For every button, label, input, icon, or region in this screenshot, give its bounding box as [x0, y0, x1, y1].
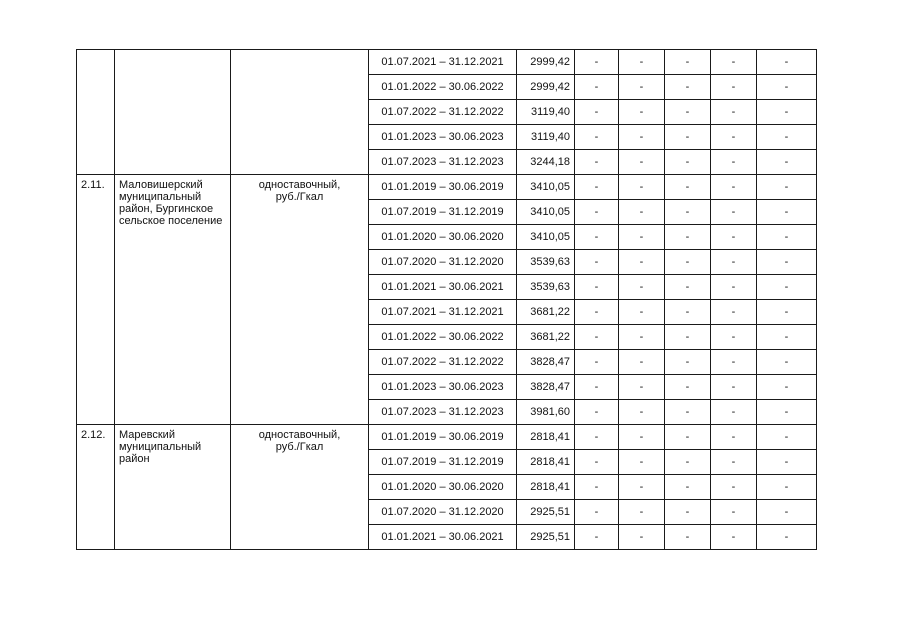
empty-value-cell: - — [619, 275, 665, 300]
empty-value-cell: - — [757, 350, 817, 375]
period-cell: 01.07.2020 – 31.12.2020 — [369, 500, 517, 525]
period-cell: 01.07.2021 – 31.12.2021 — [369, 300, 517, 325]
empty-value-cell: - — [619, 475, 665, 500]
tariff-unit-line: руб./Гкал — [275, 441, 324, 453]
empty-value-cell: - — [665, 400, 711, 425]
empty-value-cell: - — [665, 300, 711, 325]
empty-value-cell: - — [711, 200, 757, 225]
period-cell: 01.01.2023 – 30.06.2023 — [369, 375, 517, 400]
empty-value-cell: - — [757, 300, 817, 325]
tariff-table-body — [77, 50, 817, 550]
empty-value-cell: - — [619, 200, 665, 225]
empty-value-cell: - — [575, 75, 619, 100]
tariff-value-cell: 3539,63 — [517, 250, 575, 275]
period-cell: 01.07.2023 – 31.12.2023 — [369, 150, 517, 175]
empty-value-cell: - — [575, 250, 619, 275]
tariff-value-cell: 2818,41 — [517, 475, 575, 500]
empty-value-cell: - — [757, 175, 817, 200]
tariff-type-line: одноставочный, — [258, 179, 341, 191]
empty-value-cell: - — [619, 500, 665, 525]
empty-value-cell: - — [757, 275, 817, 300]
empty-value-cell: - — [619, 425, 665, 450]
tariff-value-cell: 2818,41 — [517, 425, 575, 450]
empty-value-cell: - — [711, 425, 757, 450]
empty-value-cell: - — [711, 150, 757, 175]
empty-value-cell: - — [711, 525, 757, 550]
empty-value-cell: - — [665, 50, 711, 75]
empty-value-cell: - — [711, 350, 757, 375]
empty-value-cell: - — [711, 100, 757, 125]
period-cell: 01.01.2023 – 30.06.2023 — [369, 125, 517, 150]
empty-value-cell: - — [575, 275, 619, 300]
period-cell: 01.07.2020 – 31.12.2020 — [369, 250, 517, 275]
empty-value-cell: - — [711, 300, 757, 325]
empty-value-cell: - — [711, 225, 757, 250]
empty-value-cell: - — [711, 275, 757, 300]
empty-value-cell: - — [665, 100, 711, 125]
empty-value-cell: - — [757, 100, 817, 125]
period-cell: 01.07.2019 – 31.12.2019 — [369, 200, 517, 225]
empty-value-cell: - — [575, 500, 619, 525]
tariff-type — [231, 425, 369, 550]
empty-value-cell: - — [619, 225, 665, 250]
empty-value-cell: - — [711, 175, 757, 200]
empty-value-cell: - — [711, 475, 757, 500]
empty-value-cell: - — [619, 175, 665, 200]
empty-value-cell: - — [757, 250, 817, 275]
empty-value-cell: - — [757, 50, 817, 75]
empty-value-cell: - — [711, 375, 757, 400]
tariff-value-cell: 2999,42 — [517, 50, 575, 75]
tariff-value-cell: 3410,05 — [517, 175, 575, 200]
empty-value-cell: - — [757, 425, 817, 450]
tariff-value-cell: 3410,05 — [517, 225, 575, 250]
period-cell: 01.01.2020 – 30.06.2020 — [369, 225, 517, 250]
empty-value-cell: - — [757, 500, 817, 525]
empty-value-cell: - — [665, 225, 711, 250]
tariff-type — [231, 175, 369, 425]
empty-value-cell: - — [665, 425, 711, 450]
period-cell: 01.01.2019 – 30.06.2019 — [369, 425, 517, 450]
period-cell: 01.01.2020 – 30.06.2020 — [369, 475, 517, 500]
empty-value-cell: - — [575, 200, 619, 225]
tariff-value-cell: 3539,63 — [517, 275, 575, 300]
tariff-table — [76, 49, 817, 550]
empty-value-cell: - — [665, 200, 711, 225]
empty-value-cell: - — [575, 525, 619, 550]
municipality-name: Маревский муниципальный район — [115, 425, 231, 550]
empty-value-cell: - — [619, 150, 665, 175]
empty-value-cell: - — [757, 125, 817, 150]
empty-value-cell: - — [665, 75, 711, 100]
empty-value-cell: - — [757, 400, 817, 425]
empty-value-cell: - — [619, 125, 665, 150]
empty-value-cell: - — [575, 50, 619, 75]
tariff-value-cell: 3681,22 — [517, 325, 575, 350]
empty-value-cell: - — [757, 200, 817, 225]
empty-value-cell: - — [619, 450, 665, 475]
empty-value-cell: - — [757, 475, 817, 500]
tariff-value-cell: 3244,18 — [517, 150, 575, 175]
period-cell: 01.01.2022 – 30.06.2022 — [369, 75, 517, 100]
empty-value-cell: - — [665, 275, 711, 300]
tariff-value-cell: 2925,51 — [517, 525, 575, 550]
empty-value-cell: - — [665, 350, 711, 375]
period-cell: 01.01.2021 – 30.06.2021 — [369, 525, 517, 550]
empty-value-cell: - — [711, 400, 757, 425]
tariff-unit-line: руб./Гкал — [275, 191, 324, 203]
empty-value-cell: - — [575, 325, 619, 350]
period-cell: 01.01.2022 – 30.06.2022 — [369, 325, 517, 350]
period-cell: 01.07.2019 – 31.12.2019 — [369, 450, 517, 475]
municipality-name — [115, 50, 231, 175]
empty-value-cell: - — [619, 325, 665, 350]
empty-value-cell: - — [711, 125, 757, 150]
empty-value-cell: - — [665, 175, 711, 200]
empty-value-cell: - — [575, 400, 619, 425]
empty-value-cell: - — [575, 125, 619, 150]
empty-value-cell: - — [757, 150, 817, 175]
empty-value-cell: - — [757, 525, 817, 550]
municipality-name: Маловишерский муниципальный район, Бургинское сельское поселение — [115, 175, 231, 425]
empty-value-cell: - — [575, 450, 619, 475]
empty-value-cell: - — [619, 375, 665, 400]
empty-value-cell: - — [575, 475, 619, 500]
empty-value-cell: - — [665, 500, 711, 525]
period-cell: 01.01.2021 – 30.06.2021 — [369, 275, 517, 300]
empty-value-cell: - — [575, 100, 619, 125]
tariff-value-cell: 2999,42 — [517, 75, 575, 100]
period-cell: 01.07.2021 – 31.12.2021 — [369, 50, 517, 75]
empty-value-cell: - — [575, 150, 619, 175]
empty-value-cell: - — [619, 350, 665, 375]
empty-value-cell: - — [619, 400, 665, 425]
tariff-value-cell: 3828,47 — [517, 350, 575, 375]
empty-value-cell: - — [711, 500, 757, 525]
empty-value-cell: - — [665, 125, 711, 150]
empty-value-cell: - — [757, 75, 817, 100]
empty-value-cell: - — [619, 525, 665, 550]
empty-value-cell: - — [575, 350, 619, 375]
empty-value-cell: - — [619, 75, 665, 100]
period-cell: 01.07.2022 – 31.12.2022 — [369, 100, 517, 125]
empty-value-cell: - — [665, 375, 711, 400]
empty-value-cell: - — [711, 250, 757, 275]
row-number: 2.11. — [77, 175, 115, 425]
row-number — [77, 50, 115, 175]
empty-value-cell: - — [665, 150, 711, 175]
period-cell: 01.01.2019 – 30.06.2019 — [369, 175, 517, 200]
empty-value-cell: - — [619, 100, 665, 125]
empty-value-cell: - — [757, 325, 817, 350]
empty-value-cell: - — [711, 50, 757, 75]
tariff-value-cell: 3119,40 — [517, 100, 575, 125]
period-cell: 01.07.2022 – 31.12.2022 — [369, 350, 517, 375]
empty-value-cell: - — [711, 450, 757, 475]
period-cell: 01.07.2023 – 31.12.2023 — [369, 400, 517, 425]
tariff-type-line: одноставочный, — [258, 429, 341, 441]
empty-value-cell: - — [665, 250, 711, 275]
empty-value-cell: - — [665, 475, 711, 500]
empty-value-cell: - — [575, 175, 619, 200]
empty-value-cell: - — [575, 300, 619, 325]
empty-value-cell: - — [711, 325, 757, 350]
empty-value-cell: - — [665, 525, 711, 550]
empty-value-cell: - — [757, 225, 817, 250]
table-row — [77, 175, 817, 200]
empty-value-cell: - — [665, 450, 711, 475]
empty-value-cell: - — [619, 50, 665, 75]
row-number: 2.12. — [77, 425, 115, 550]
table-row — [77, 50, 817, 75]
empty-value-cell: - — [711, 75, 757, 100]
empty-value-cell: - — [665, 325, 711, 350]
tariff-value-cell: 3828,47 — [517, 375, 575, 400]
tariff-value-cell: 2925,51 — [517, 500, 575, 525]
empty-value-cell: - — [619, 300, 665, 325]
tariff-value-cell: 3681,22 — [517, 300, 575, 325]
empty-value-cell: - — [619, 250, 665, 275]
empty-value-cell: - — [757, 450, 817, 475]
empty-value-cell: - — [575, 375, 619, 400]
table-row — [77, 425, 817, 450]
empty-value-cell: - — [575, 225, 619, 250]
empty-value-cell: - — [575, 425, 619, 450]
empty-value-cell: - — [757, 375, 817, 400]
tariff-value-cell: 2818,41 — [517, 450, 575, 475]
tariff-value-cell: 3981,60 — [517, 400, 575, 425]
tariff-value-cell: 3119,40 — [517, 125, 575, 150]
tariff-type — [231, 50, 369, 175]
tariff-value-cell: 3410,05 — [517, 200, 575, 225]
